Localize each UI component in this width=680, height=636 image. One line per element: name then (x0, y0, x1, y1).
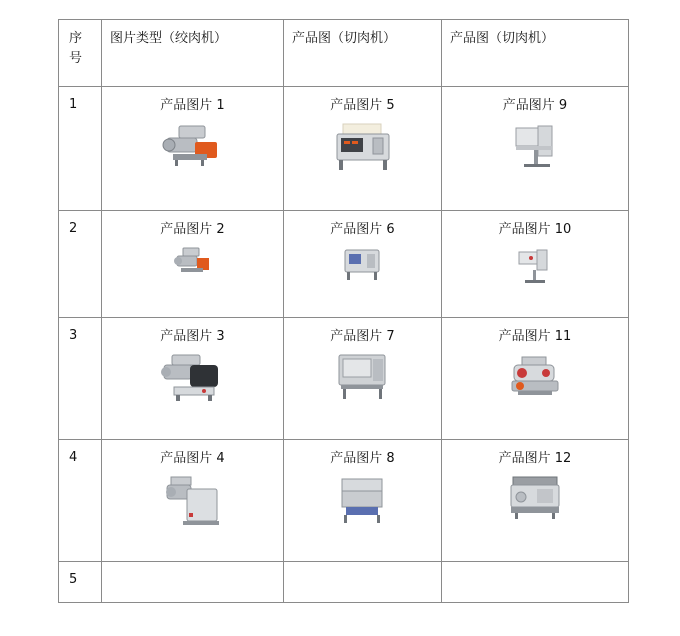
header-cell-product-b (442, 20, 629, 87)
image-caption: 产品图片 1 (160, 98, 225, 113)
image-cell (102, 318, 284, 440)
header-cell-product-a (284, 20, 442, 87)
meat-slicer-icon (341, 246, 385, 282)
image-caption: 产品图片 9 (502, 98, 568, 113)
image-caption: 产品图片 5 (330, 98, 395, 113)
image-cell (442, 318, 629, 440)
row-index-cell (59, 211, 102, 318)
row-index: 5 (69, 572, 78, 587)
meat-slicer-icon (338, 475, 388, 525)
empty-cell (102, 562, 284, 603)
row-index: 3 (69, 328, 78, 343)
empty-cell (284, 562, 442, 603)
image-cell (442, 211, 629, 318)
meat-cutter-icon (515, 246, 555, 286)
header-label: 图片类型（绞肉机） (110, 31, 228, 46)
image-caption: 产品图片 8 (330, 451, 395, 466)
image-cell (284, 440, 442, 562)
image-cell (284, 318, 442, 440)
image-caption: 产品图片 11 (498, 329, 572, 344)
table-row (59, 211, 629, 318)
meat-grinder-icon (161, 122, 225, 170)
image-caption: 产品图片 3 (160, 329, 225, 344)
row-index-cell (59, 318, 102, 440)
row-index-cell (59, 87, 102, 211)
table-header-row (59, 20, 629, 87)
image-caption: 产品图片 12 (498, 451, 572, 466)
image-cell (102, 440, 284, 562)
meat-cutter-icon (510, 122, 560, 172)
meat-slicer-icon (507, 475, 563, 521)
row-index-cell (59, 440, 102, 562)
product-table (58, 19, 629, 603)
meat-slicer-icon (331, 122, 395, 174)
row-index: 2 (69, 221, 78, 236)
image-cell (102, 211, 284, 318)
table-row (59, 562, 629, 603)
image-caption: 产品图片 10 (498, 222, 572, 237)
row-index: 4 (69, 450, 78, 465)
table-row (59, 440, 629, 562)
header-label: 序号 (69, 31, 83, 66)
image-cell (284, 211, 442, 318)
image-caption: 产品图片 2 (160, 222, 225, 237)
image-cell (442, 87, 629, 211)
image-cell (442, 440, 629, 562)
header-label: 产品图（切肉机） (450, 31, 555, 46)
meat-grinder-icon (508, 353, 562, 403)
empty-cell (442, 562, 629, 603)
image-cell (284, 87, 442, 211)
meat-grinder-icon (173, 246, 213, 278)
header-cell-index (59, 20, 102, 87)
table-row (59, 318, 629, 440)
image-caption: 产品图片 4 (160, 451, 225, 466)
row-index-cell (59, 562, 102, 603)
image-caption: 产品图片 6 (330, 222, 395, 237)
image-cell (102, 87, 284, 211)
image-caption: 产品图片 7 (330, 329, 395, 344)
header-cell-type (102, 20, 284, 87)
header-label: 产品图（切肉机） (292, 31, 397, 46)
row-index: 1 (69, 97, 78, 112)
table-row (59, 87, 629, 211)
meat-grinder-icon (163, 475, 223, 531)
meat-grinder-icon (160, 353, 226, 405)
meat-slicer-icon (335, 353, 391, 403)
